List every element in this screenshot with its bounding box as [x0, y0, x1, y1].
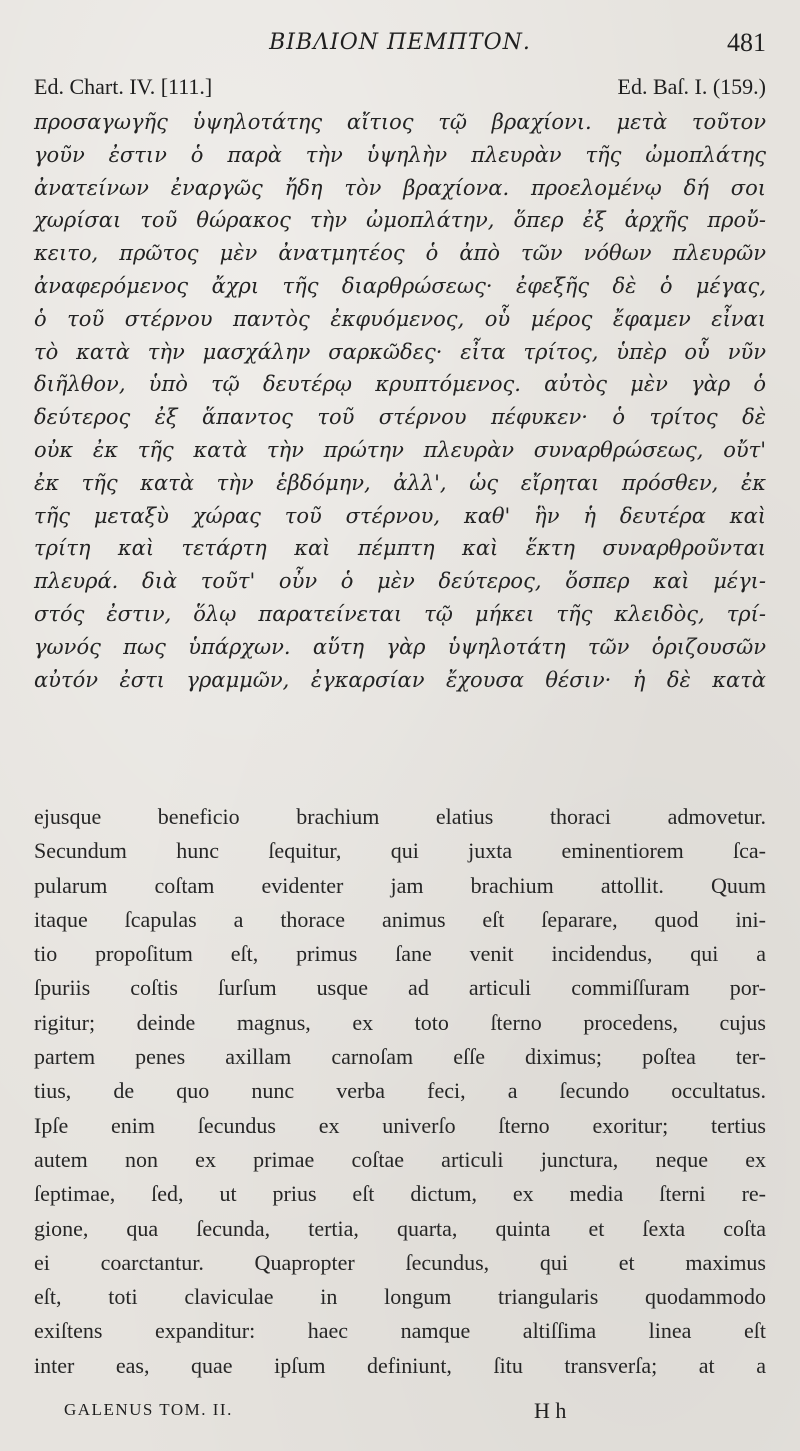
- greek-line: τρίτη καὶ τετάρτη καὶ πέμπτη καὶ ἕκτη συναρθροῦνται: [34, 536, 766, 561]
- greek-line: διῆλθον, ὑπὸ τῷ δευτέρῳ κρυπτόμενος. αὐτὸς μὲν γὰρ ὁ: [34, 372, 766, 397]
- greek-line: τὸ κατὰ τὴν μασχάλην σαρκῶδες· εἶτα τρίτος, ὑπὲρ οὗ νῦν: [34, 339, 766, 364]
- edition-references: [34, 74, 766, 100]
- latin-line: Ipſe enim ſecundus ex univerſo ſterno exoritur; tertius: [34, 1112, 766, 1138]
- latin-line: Secundum hunc ſequitur, qui juxta eminentiorem ſca-: [34, 838, 766, 864]
- running-head: [34, 28, 766, 62]
- greek-line: γοῦν ἐστιν ὁ παρὰ τὴν ὑψηλὴν πλευρὰν τῆς ὠμοπλάτης: [34, 142, 766, 167]
- latin-line: ſeptimae, ſed, ut prius eſt dictum, ex media ſterni re-: [34, 1181, 766, 1207]
- greek-line: ὁ τοῦ στέρνου παντὸς ἐκφυόμενος, οὗ μέρος ἔφαμεν εἶναι: [34, 306, 766, 331]
- greek-line: ἐκ τῆς κατὰ τὴν ἑβδόμην, ἀλλ', ὡς εἴρηται πρόσθεν, ἐκ: [34, 470, 766, 495]
- page-footer: [34, 1398, 766, 1426]
- latin-text: [34, 800, 766, 1383]
- greek-text: [34, 106, 766, 696]
- greek-line: τῆς μεταξὺ χώρας τοῦ στέρνου, καθ' ἣν ἡ δευτέρα καὶ: [34, 503, 766, 528]
- latin-line: ejusque beneficio brachium elatius thoraci admovetur.: [34, 804, 766, 829]
- page-number: 481: [727, 28, 766, 57]
- greek-line: κειτο, πρῶτος μὲν ἀνατμητέος ὁ ἀπὸ τῶν νόθων πλευρῶν: [34, 241, 766, 266]
- greek-line: πλευρά. διὰ τοῦτ' οὖν ὁ μὲν δεύτερος, ὅσπερ καὶ μέγι-: [34, 569, 766, 594]
- latin-line: ei coarctantur. Quapropter ſecundus, qui et maximus: [34, 1249, 766, 1275]
- greek-line: οὐκ ἐκ τῆς κατὰ τὴν πρώτην πλευρὰν συναρθρώσεως, οὔτ': [34, 437, 766, 462]
- greek-line: ἀναφερόμενος ἄχρι τῆς διαρθρώσεως· ἐφεξῆς δὲ ὁ μέγας,: [34, 273, 766, 298]
- greek-line: γωνός πως ὑπάρχων. αὕτη γὰρ ὑψηλοτάτη τῶν ὁριζουσῶν: [34, 634, 766, 659]
- latin-line: rigitur; deinde magnus, ex toto ſterno procedens, cujus: [34, 1009, 766, 1035]
- latin-line: eſt, toti claviculae in longum triangularis quodammodo: [34, 1284, 766, 1310]
- greek-line: ἀνατείνων ἐναργῶς ἤδη τὸν βραχίονα. προελομένῳ δή σοι: [34, 175, 766, 200]
- latin-line: partem penes axillam carnoſam eſſe diximus; poſtea ter-: [34, 1044, 766, 1070]
- latin-line: autem non ex primae coſtae articuli junctura, neque ex: [34, 1146, 766, 1172]
- gathering-mark: H h: [534, 1398, 567, 1423]
- running-title: ΒΙΒΛΙΟΝ ΠΕΜΠΤΟΝ.: [269, 30, 531, 55]
- latin-line: inter eas, quae ipſum definiunt, ſitu transverſa; at a: [34, 1352, 766, 1378]
- greek-line: προσαγωγῆς ὑψηλοτάτης αἴτιος τῷ βραχίονι. μετὰ τοῦτον: [34, 110, 766, 134]
- edition-basel: Ed. Baſ. I. (159.): [617, 74, 766, 99]
- latin-line: ſpuriis coſtis ſurſum usque ad articuli commiſſuram por-: [34, 975, 766, 1001]
- latin-line: exiſtens expanditur: haec namque altiſſima linea eſt: [34, 1318, 766, 1344]
- greek-line: δεύτερος ἐξ ἅπαντος τοῦ στέρνου πέφυκεν· ὁ τρίτος δὲ: [34, 405, 766, 430]
- latin-line: itaque ſcapulas a thorace animus eſt ſeparare, quod ini-: [34, 906, 766, 932]
- greek-line: αὐτόν ἐστι γραμμῶν, ἐγκαρσίαν ἔχουσα θέσιν· ἡ δὲ κατὰ: [34, 667, 766, 692]
- signature-mark: GALENUS TOM. II.: [64, 1400, 233, 1419]
- greek-line: στός ἐστιν, ὅλῳ παρατείνεται τῷ μήκει τῆς κλειδὸς, τρί-: [34, 601, 766, 626]
- latin-line: tius, de quo nunc verba feci, a ſecundo occultatus.: [34, 1078, 766, 1104]
- greek-line: χωρίσαι τοῦ θώρακος τὴν ὠμοπλάτην, ὅπερ ἐξ ἀρχῆς προὔ-: [34, 208, 766, 233]
- latin-line: gione, qua ſecunda, tertia, quarta, quinta et ſexta coſta: [34, 1215, 766, 1241]
- edition-chartier: Ed. Chart. IV. [111.]: [34, 74, 213, 99]
- latin-line: tio propoſitum eſt, primus ſane venit incidendus, qui a: [34, 941, 766, 967]
- latin-line: pularum coſtam evidenter jam brachium attollit. Quum: [34, 872, 766, 898]
